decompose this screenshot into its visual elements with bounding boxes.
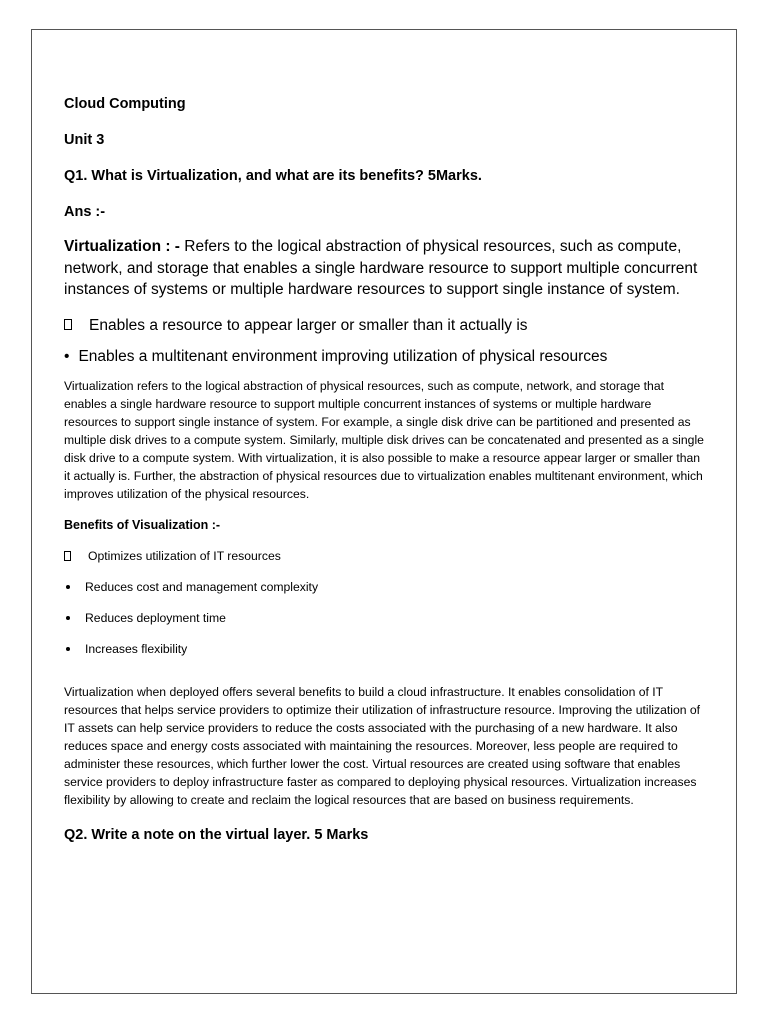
key-point-1 [64,315,704,336]
list-item [64,640,704,671]
unit-heading: Unit 3 [64,132,105,148]
subject-title: Cloud Computing [64,96,186,112]
bullet-dot-icon: • [64,347,70,365]
benefits-list [64,547,704,671]
bullet-dot-icon [66,616,70,620]
bullet-dot-icon [66,585,70,589]
list-item [64,547,704,578]
bullet-dot-icon [66,647,70,651]
definition-text: Refers to the logical abstraction of physical resources, such as compute, network, and storage that enables a single hardware resource to support multiple concurrent instances of systems or multiple hardware resources to support single instance of system. [64,238,698,298]
question-2: Q2. Write a note on the virtual layer. 5 Marks [64,826,369,843]
key-point-2 [64,346,704,367]
virtualization-definition [64,236,704,301]
box-bullet-icon [64,319,72,330]
list-item [64,609,704,640]
benefit-text: Optimizes utilization of IT resources [88,548,281,563]
answer-label: Ans :- [64,204,106,220]
box-bullet-icon [64,551,71,561]
benefit-text: Increases flexibility [85,641,188,656]
benefits-heading: Benefits of Visualization :- [64,517,221,532]
benefit-text: Reduces deployment time [85,610,226,625]
benefit-text: Reduces cost and management complexity [85,579,319,594]
key-point-text: Enables a resource to appear larger or smaller than it actually is [89,316,528,334]
document-content [64,94,704,845]
definition-term: Virtualization : - [64,238,185,255]
list-item [64,578,704,609]
key-point-text: Enables a multitenant environment improving utilization of physical resources [78,347,608,365]
paragraph-virtualization: Virtualization refers to the logical abstraction of physical resources, such as compute, network, and storage that enables a single hardware resource to support multiple concurrent instances of systems or multiple hardware resources to support single instance of system. For example, a single disk drive can be partitioned and presented as multiple disk drives to a compute system. Similarly, multiple disk drives can be concatenated and presented as a single disk drive to a compute system. With virtualization, it is also possible to make a resource appear larger or smaller than it actually is. Further, the abstraction of physical resources due to virtualization enables multitenant environment, which improves utilization of the physical resources. [64,378,704,501]
question-1: Q1. What is Virtualization, and what are its benefits? 5Marks. [64,168,482,184]
paragraph-benefits: Virtualization when deployed offers several benefits to build a cloud infrastructure. It enables consolidation of IT resources that helps service providers to optimize their utilization of infrastructure resource. Improving the utilization of IT assets can help service providers to reduce the costs associated with the purchasing of a new hardware. It also reduces space and energy costs associated with maintaining the resources. Moreover, less people are required to administer these resources, which further lower the cost. Virtual resources are created using software that enables service providers to deploy infrastructure faster as compared to deploying physical resources. Virtualization increases flexibility by allowing to create and reclaim the logical resources that are based on business requirements. [64,684,701,807]
